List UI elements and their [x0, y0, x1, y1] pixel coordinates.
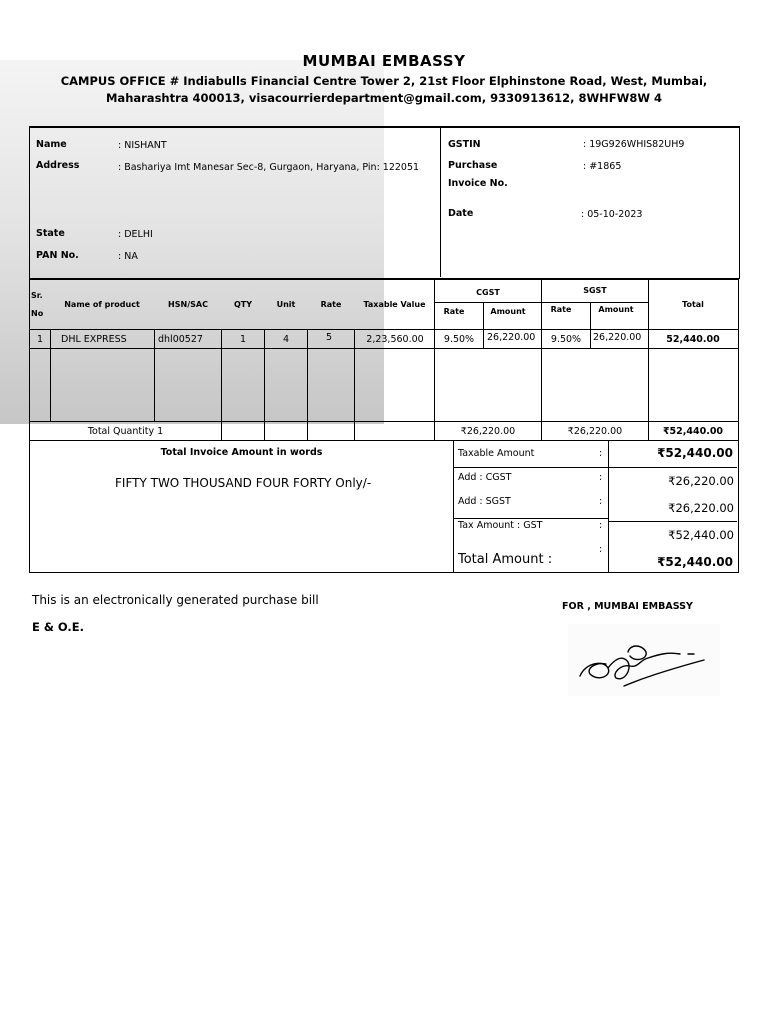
name-value: : NISHANT: [118, 140, 167, 151]
date-label: Date: [448, 208, 474, 219]
header-sgst-rate: Rate: [550, 305, 572, 314]
for-company-text: FOR , MUMBAI EMBASSY: [562, 601, 693, 612]
total-sgst: ₹26,220.00: [567, 426, 623, 437]
sgst-value: ₹26,220.00: [668, 501, 734, 515]
purchase-label: Purchase: [448, 160, 498, 171]
header-unit: Unit: [276, 300, 296, 309]
cell-total: 52,440.00: [666, 334, 720, 345]
cell-rate: 5: [325, 332, 333, 343]
amount-in-words: FIFTY TWO THOUSAND FOUR FORTY Only/-: [115, 476, 372, 490]
company-title: MUMBAI EMBASSY: [302, 52, 466, 70]
taxable-amount-label: Taxable Amount: [458, 448, 535, 459]
cell-unit: 4: [282, 334, 290, 345]
eoe-text: E & O.E.: [32, 620, 85, 634]
cgst-label: Add : CGST: [458, 472, 512, 483]
header-total: Total: [682, 300, 704, 309]
amount-in-words-heading: Total Invoice Amount in words: [160, 447, 323, 458]
header-cgst-amount: Amount: [490, 307, 526, 316]
header-sr: Sr.: [31, 291, 43, 300]
invoice-no-label: Invoice No.: [448, 178, 508, 189]
header-sgst: SGST: [583, 286, 607, 295]
header-sgst-amount: Amount: [598, 305, 634, 314]
header-rate: Rate: [320, 300, 342, 309]
cgst-value: ₹26,220.00: [668, 474, 734, 488]
total-quantity: Total Quantity 1: [87, 426, 164, 437]
cell-sgst-amount: 26,220.00: [593, 332, 642, 343]
cell-cgst-rate: 9.50%: [443, 334, 475, 345]
colon: :: [599, 472, 603, 483]
total-cgst: ₹26,220.00: [460, 426, 516, 437]
cell-qty: 1: [239, 334, 247, 345]
address-label: Address: [36, 160, 80, 171]
header-product: Name of product: [64, 300, 140, 309]
colon: :: [599, 496, 603, 507]
taxable-amount-value: ₹52,440.00: [657, 446, 733, 460]
header-cgst: CGST: [476, 288, 500, 297]
header-no: No: [31, 309, 44, 318]
header-hsn: HSN/SAC: [168, 300, 208, 309]
cell-sr: 1: [36, 334, 44, 345]
electronic-bill-note: This is an electronically generated purchase bill: [32, 593, 319, 607]
pan-value: : NA: [118, 251, 138, 262]
cell-hsn: dhl00527: [158, 334, 203, 345]
tax-amount-label: Tax Amount : GST: [458, 520, 543, 531]
cell-product: DHL EXPRESS: [61, 334, 127, 345]
grand-total-row: ₹52,440.00: [662, 426, 724, 437]
cell-cgst-amount: 26,220.00: [487, 332, 536, 343]
tax-amount-value: ₹52,440.00: [668, 528, 734, 542]
state-label: State: [36, 228, 65, 239]
gstin-value: : 19G926WHIS82UH9: [583, 139, 685, 150]
colon: :: [599, 448, 603, 459]
gstin-label: GSTIN: [448, 139, 481, 150]
state-value: : DELHI: [118, 229, 153, 240]
cell-sgst-rate: 9.50%: [550, 334, 582, 345]
header-qty: QTY: [233, 300, 253, 309]
colon: :: [599, 520, 603, 531]
header-taxable: Taxable Value: [363, 300, 426, 309]
name-label: Name: [36, 139, 67, 150]
date-value: : 05-10-2023: [581, 209, 643, 220]
info-divider: [440, 126, 441, 277]
pan-label: PAN No.: [36, 250, 79, 261]
signature-image: [568, 624, 720, 696]
colon: :: [599, 544, 603, 555]
company-address-line-1: CAMPUS OFFICE # Indiabulls Financial Centre Tower 2, 21st Floor Elphinstone Road, West, Mumbai,: [60, 74, 708, 88]
header-cgst-rate: Rate: [443, 307, 465, 316]
cell-taxable: 2,23,560.00: [366, 334, 424, 345]
total-amount-value: ₹52,440.00: [657, 555, 733, 569]
sgst-label: Add : SGST: [458, 496, 511, 507]
address-value: : Bashariya Imt Manesar Sec-8, Gurgaon, Haryana, Pin: 122051: [118, 162, 420, 173]
total-amount-label: Total Amount :: [458, 552, 553, 567]
invoice-no-value: : #1865: [583, 161, 622, 172]
company-address-line-2: Maharashtra 400013, visacourrierdepartment@gmail.com, 9330913612, 8WHFW8W 4: [105, 91, 663, 105]
